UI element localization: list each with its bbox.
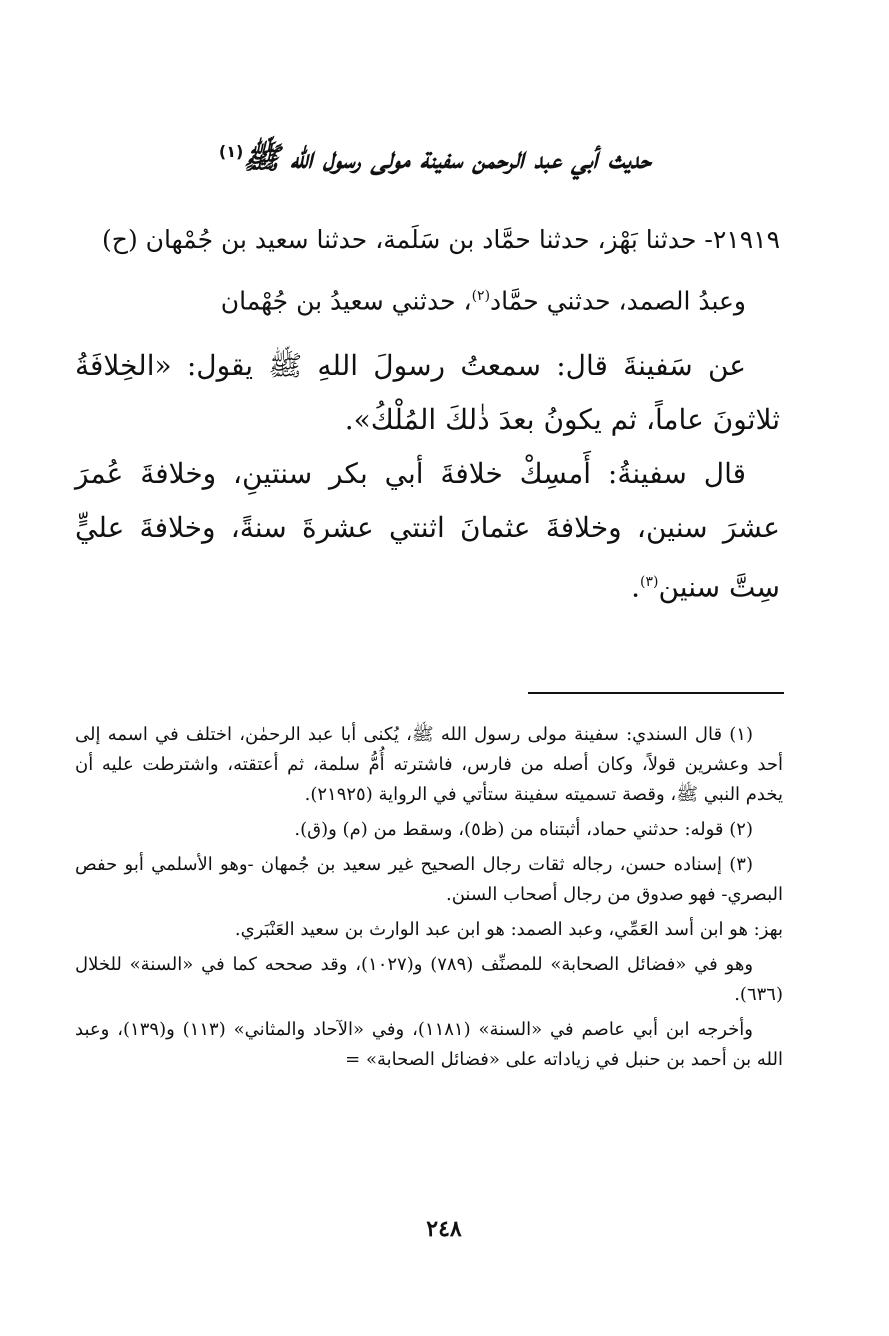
chain-2-rest: ، حدثني سعيدُ بن جُهْمان	[220, 286, 472, 316]
footnote-3b: بهز: هو ابن أسد العَمِّي، وعبد الصمد: هو ابن عبد الوارث بن سعيد العَنْبَري.	[234, 919, 783, 940]
chain-2-footnote-ref: (٢)	[471, 288, 491, 304]
chapter-heading	[150, 140, 720, 183]
footnote-3a: (٣) إسناده حسن، رجاله ثقات رجال الصحيح غير سعيد بن جُمهان -وهو الأسلمي أبو حفص البصري- فهو صدوق من رجال أصحاب السنن.	[75, 854, 783, 905]
hadith-matn-1: عن سَفينةَ قال: سمعتُ رسولَ اللهِ ﷺ يقول: «الخِلافَةُ ثلاثونَ عاماً، ثم يكونُ بعدَ ذٰلكَ المُلْكُ».	[75, 349, 780, 437]
hadith-matn-2	[75, 447, 780, 614]
hadith-number-line: ٢١٩١٩- حدثنا بَهْز، حدثنا حمَّاد بن سَلَمة، حدثنا سعيد بن جُمْهان (ح)	[102, 225, 780, 254]
footnote-3d: وأخرجه ابن أبي عاصم في «السنة» (١١٨١)، وفي «الآحاد والمثاني» (١١٣) و(١٣٩)، وعبد الله بن أحمد بن حنبل في زياداته على «فضائل الصحابة» =	[75, 1019, 783, 1070]
page-number: ٢٤٨	[426, 1216, 462, 1242]
footnote-2: (٢) قوله: حدثني حماد، أثبتناه من (ظ٥)، وسقط من (م) و(ق).	[294, 819, 753, 840]
hadith-text	[75, 222, 780, 615]
chapter-heading-text: حديث أبي عبد الرحمن سفينة مولى رسول الله ﷺ	[243, 141, 652, 176]
matn-2-end: .	[631, 570, 640, 604]
chain-2-text: وعبدُ الصمد، حدثني حمَّاد	[490, 286, 746, 316]
heading-footnote-ref: (١)	[218, 142, 244, 161]
matn-2-text: قال سفينةُ: أَمسِكْ خلافةَ أبي بكر سنتينِ، وخلافةَ عُمرَ عشرَ سنين، وخلافةَ عثمانَ اثنتي عشرةَ سنةً، وخلافةَ عليٍّ سِتَّ سنين	[75, 457, 780, 604]
footnote-divider	[528, 692, 784, 694]
matn-2-footnote-ref: (٣)	[640, 574, 659, 591]
footnote-3c: وهو في «فضائل الصحابة» للمصنِّف (٧٨٩) و(١٠٢٧)، وقد صححه كما في «السنة» للخلال (٦٣٦).	[75, 954, 783, 1005]
hadith-chain-2	[75, 278, 780, 319]
footnotes	[75, 720, 783, 1080]
footnote-1: (١) قال السندي: سفينة مولى رسول الله ﷺ، يُكنى أبا عبد الرحمٰن، اختلف في اسمه إلى أحد وعشرين قولاً، وكان أصله من فارس، فاشترته أُمُّ سلمة، ثم أعتقته، واشترطت عليه أن يخدم النبي ﷺ، وقصة تسميته سفينة ستأتي في الرواية (٢١٩٢٥).	[75, 724, 783, 805]
